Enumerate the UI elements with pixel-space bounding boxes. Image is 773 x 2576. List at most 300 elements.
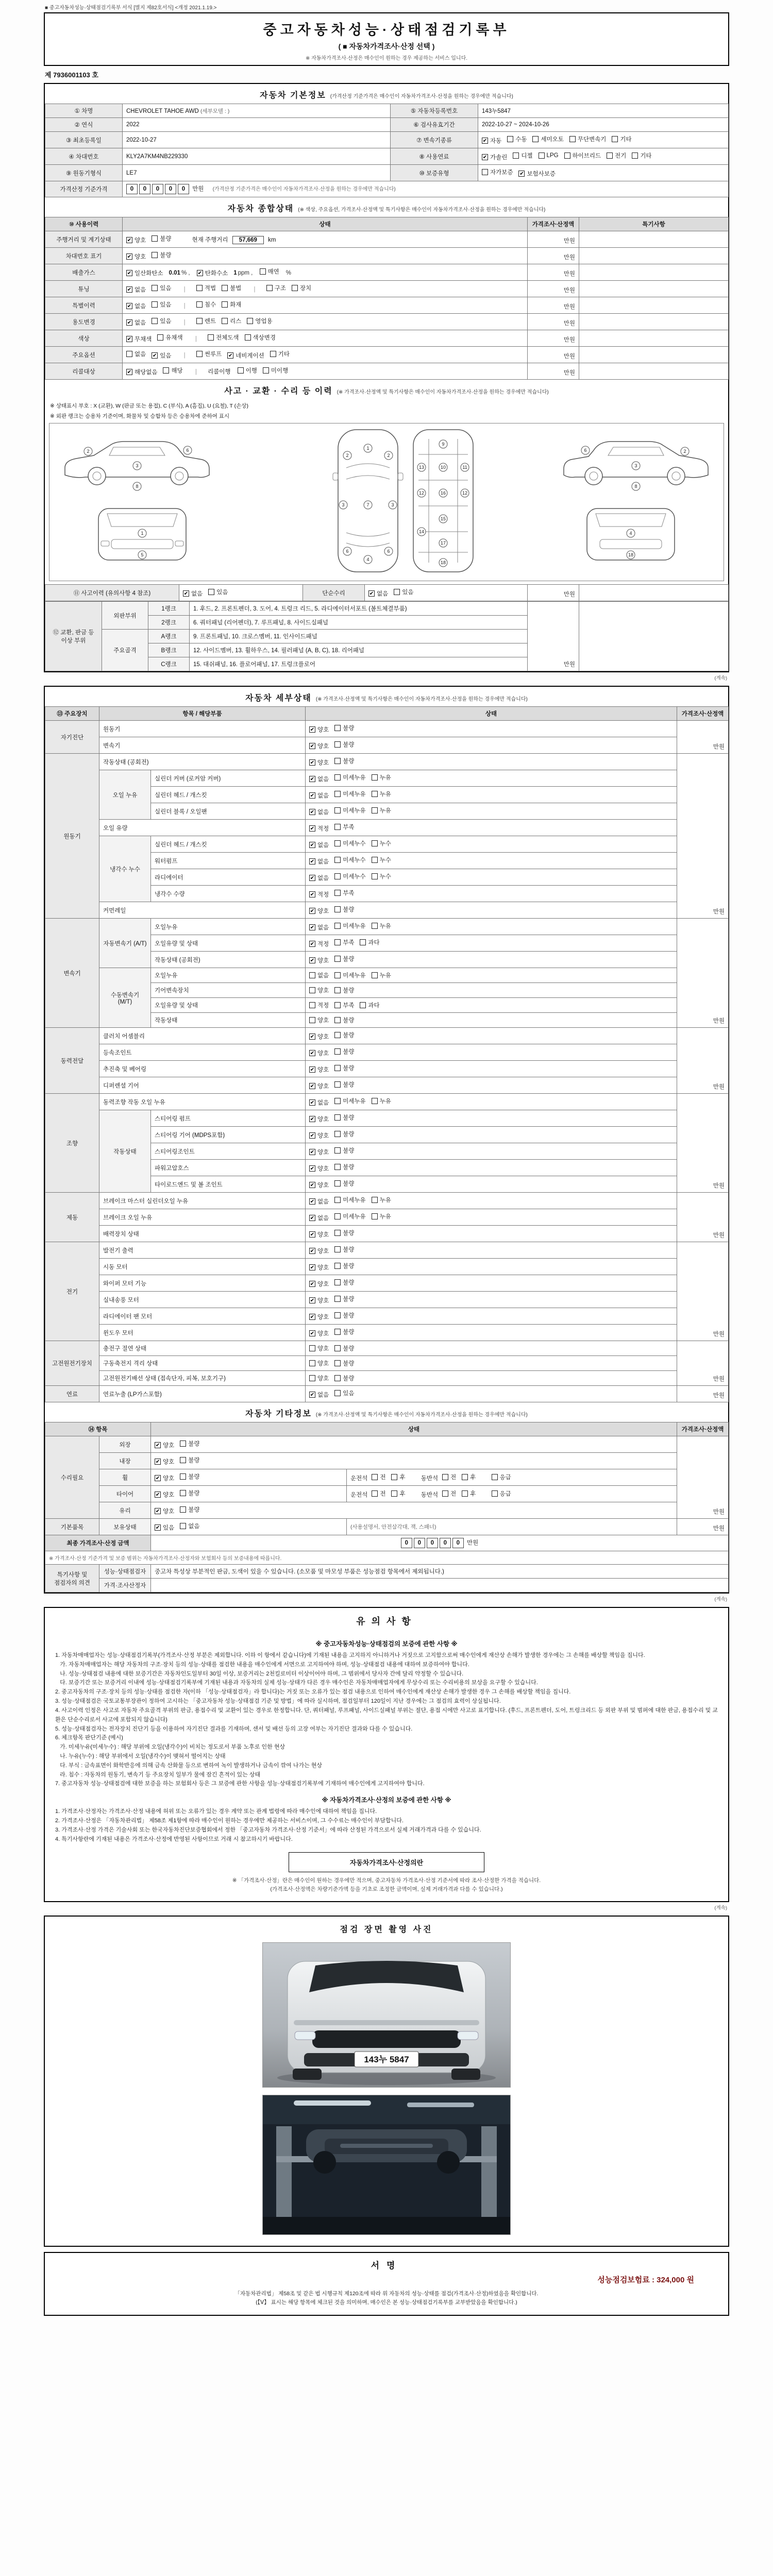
checkbox-option[interactable]: 하이브리드 — [564, 151, 601, 160]
checkbox-option[interactable]: 불량 — [334, 1113, 354, 1122]
row-label: 보유상태 — [99, 1519, 151, 1535]
price-cell: 만원 — [677, 721, 729, 754]
checkbox-option[interactable]: 불량 — [152, 251, 171, 259]
checkbox-option[interactable]: 불량 — [334, 1229, 354, 1237]
checkbox-option[interactable]: 부족 — [334, 823, 354, 831]
checkbox-option[interactable]: 불법 — [222, 284, 241, 292]
checkbox-option[interactable]: 있음 — [152, 284, 171, 292]
notice-line: 다. 부식 : 금속표면이 화학반응에 의해 금속 산화물 등으로 변하여 녹이 발생하거나 금속이 깎여 나가는 현상 — [55, 1762, 323, 1769]
status-cell: ✔ 없음 있음 | 적법 불법 | 구조 장치 — [123, 281, 528, 297]
checkbox-option[interactable]: 전기 — [607, 151, 626, 160]
checkbox-option[interactable]: ✔ 양호 — [310, 1281, 329, 1287]
checkbox-option[interactable]: ✔ 양호 — [310, 1182, 329, 1189]
checkbox-option[interactable]: 없음 — [309, 971, 329, 979]
row-label: 외장 — [99, 1436, 151, 1453]
price-cell: 만원 — [528, 602, 579, 671]
checkbox-option[interactable]: 누유 — [372, 922, 391, 930]
table-row — [45, 281, 729, 297]
checkbox-option[interactable]: ✔ 네비게이션 — [228, 353, 264, 359]
status-cell — [306, 1193, 677, 1209]
checkbox-option[interactable]: 불량 — [334, 1344, 354, 1352]
rank-parts: 12. 사이드멤버, 13. 휠하우스, 14. 필러패널 (A, B, C), 18. 리어패널 — [190, 643, 528, 657]
device-item: 등속조인트 — [99, 1044, 306, 1061]
table-row — [45, 330, 729, 347]
checkbox-option[interactable]: 응급 — [492, 1473, 511, 1481]
checkbox-option[interactable]: ✔ 해당없음 — [127, 369, 158, 376]
checkbox-option[interactable]: 전 — [372, 1489, 385, 1498]
etc-section-title: 자동차 기타정보 — [245, 1410, 312, 1418]
notice-title: 유의사항 — [356, 1616, 417, 1626]
checkbox-option[interactable]: 불량 — [180, 1505, 199, 1514]
checkbox-option[interactable]: 전 — [442, 1489, 456, 1498]
svg-text:15: 15 — [440, 516, 446, 521]
table-row — [45, 118, 729, 132]
checkbox-option[interactable]: ✔ 없음 — [127, 287, 146, 293]
checkbox-option[interactable]: 불량 — [334, 1278, 354, 1286]
price-cell: 만원 — [677, 1242, 729, 1341]
checkbox-option[interactable]: ✔ 양호 — [155, 1492, 175, 1498]
notice-line: 3. 성능·상태점검은 국토교통부장관이 정하여 고시하는 「중고자동차 성능·상태점검 기준 및 방법」에 따라 실시하며, 점검일부터 120일이 지난 경우에는 그 점검의 효력이 상실됩니다. — [55, 1698, 501, 1705]
panel-detail — [44, 686, 729, 1594]
device-item: 추진축 및 베어링 — [99, 1061, 306, 1077]
checkbox-option[interactable]: 부족 — [334, 938, 354, 946]
svg-text:8: 8 — [634, 484, 637, 489]
svg-text:7: 7 — [366, 502, 369, 507]
subgroup-label: 오일 누유 — [99, 770, 151, 820]
device-item: 오일누유 — [151, 919, 306, 935]
checkbox-option[interactable]: 부족 — [334, 889, 354, 897]
checkbox-option[interactable]: ✔ 양호 — [155, 1476, 175, 1482]
checkbox-option[interactable]: 불량 — [334, 1016, 354, 1024]
checkbox-option[interactable]: ✔ 양호 — [310, 908, 329, 914]
svg-text:9: 9 — [442, 442, 445, 447]
checkbox-option[interactable]: ✔ 적정 — [310, 941, 329, 947]
checkbox-option[interactable]: ✔ 양호 — [310, 1050, 329, 1057]
device-item: 작동상태 (공회전) — [151, 952, 306, 968]
inspector-label: 성능·상태점검자 — [99, 1565, 151, 1579]
vin-label: ④ 차대번호 — [45, 148, 123, 165]
device-col-header: ⑬ 주요장치 — [45, 707, 99, 721]
transmission-label: ⑦ 변속기종류 — [391, 132, 478, 148]
checkbox-option[interactable]: ✔ 양호 — [310, 1034, 329, 1040]
svg-text:13: 13 — [418, 465, 425, 470]
car-name-value: CHEVROLET TAHOE AWD (세부모델 : ) — [123, 104, 391, 118]
checkbox-option[interactable]: 양호 — [309, 1359, 329, 1367]
checkbox-option[interactable]: 양호 — [309, 986, 329, 994]
checkbox-option[interactable]: 과다 — [360, 938, 379, 946]
remark-col-header: 특기사항 — [579, 217, 729, 231]
remark-cell — [579, 297, 729, 314]
device-item: 배력장치 상태 — [99, 1226, 306, 1242]
remark-cell — [579, 281, 729, 297]
checkbox-option[interactable]: 없음 — [180, 1522, 199, 1530]
checkbox-option[interactable]: ✔ 양호 — [127, 238, 146, 244]
overall-status-table — [45, 217, 729, 380]
checkbox-option[interactable]: ✔ 자동 — [482, 138, 502, 144]
rank-label: 2랭크 — [148, 616, 190, 630]
engine-value: LE7 — [123, 165, 391, 181]
checkbox-option[interactable]: 기타 — [632, 151, 651, 160]
checkbox-option[interactable]: 불량 — [180, 1456, 199, 1464]
checkbox-option[interactable]: 누유 — [372, 806, 391, 815]
checkbox-option[interactable]: 불량 — [334, 1130, 354, 1138]
rank-label: 1랭크 — [148, 602, 190, 616]
checkbox-option[interactable]: ✔ 양호 — [310, 1166, 329, 1172]
insurance-fee-value: 324,000 원 — [657, 2276, 694, 2285]
checkbox-option[interactable]: 미세누유 — [334, 790, 365, 798]
checkbox-option[interactable]: 불량 — [334, 1179, 354, 1188]
checkbox-option[interactable]: 누유 — [372, 790, 391, 798]
checkbox-option[interactable]: 적정 — [309, 1001, 329, 1009]
checkbox-option[interactable]: ✔ 양호 — [310, 1083, 329, 1090]
checkbox-option[interactable]: ✔ 양호 — [310, 958, 329, 964]
accident-history-label: ⑪ 사고이력 (유의사항 4 참조) — [45, 585, 179, 601]
checkbox-option[interactable]: ✔ 없음 — [310, 1199, 329, 1205]
appraiser-label: 가격·조사산정자 — [99, 1579, 151, 1592]
checkbox-option[interactable]: 매연 — [260, 267, 279, 276]
checkbox-option[interactable]: 미세누유 — [334, 922, 365, 930]
kit-group-label: 기본품목 — [45, 1519, 99, 1535]
checkbox-option[interactable]: 불량 — [334, 724, 354, 732]
checkbox-option[interactable]: 이행 — [238, 366, 257, 375]
checkbox-option[interactable]: 전 — [372, 1473, 385, 1481]
checkbox-option[interactable]: 응급 — [492, 1489, 511, 1498]
checkbox-option[interactable]: ✔ 없음 — [310, 925, 329, 931]
group-label: 동력전달 — [45, 1028, 99, 1094]
price-cell: 만원 — [528, 585, 579, 601]
checkbox-option[interactable]: 기타 — [612, 135, 631, 143]
form-reference: ■ 중고자동차성능·상태점검기록부 서식 [별지 제82호서식] <개정 2021.1.19.> — [45, 5, 217, 11]
notice-line: 2. 가격조사·산정은 「자동차관리법」 제58조 제1항에 따라 매수인이 원하는 경우에만 제공하는 서비스이며, 그 수수료는 매수인이 부담합니다. — [55, 1818, 404, 1824]
checkbox-option[interactable]: ✔ 없음 — [310, 1100, 329, 1106]
checkbox-option[interactable]: 후 — [391, 1473, 405, 1481]
row-label: 배출가스 — [45, 264, 123, 281]
checkbox-option[interactable]: ✔ 있음 — [153, 353, 172, 359]
checkbox-option[interactable]: ✔ 양호 — [310, 760, 329, 766]
status-cell — [306, 820, 677, 836]
checkbox-option[interactable]: 세미오토 — [532, 135, 563, 143]
checkbox-option[interactable]: ✔ 양호 — [310, 1116, 329, 1123]
checkbox-option[interactable]: 리스 — [222, 317, 241, 325]
table-row — [45, 585, 729, 601]
svg-text:4: 4 — [629, 531, 632, 536]
checkbox-option[interactable]: ✔ 양호 — [310, 1298, 329, 1304]
checkbox-option[interactable]: ✔ 일산화탄소 — [127, 270, 163, 277]
checkbox-option[interactable]: ✔ 없음 — [310, 1215, 329, 1222]
notice-body — [45, 1629, 728, 1901]
rank-parts: 9. 프론트패널, 10. 크로스멤버, 11. 인사이드패널 — [190, 630, 528, 643]
main-frame-label: 주요골격 — [102, 630, 148, 671]
price-cell: 만원 — [677, 1028, 729, 1094]
price-cell: 만원 — [677, 1436, 729, 1519]
checkbox-option[interactable]: ✔ 없음 — [310, 776, 329, 783]
checkbox-option[interactable]: 미세누유 — [334, 806, 365, 815]
checkbox-option[interactable]: 장치 — [292, 284, 311, 292]
checkbox-option[interactable]: 미세누수 — [334, 856, 365, 864]
checkbox-option[interactable]: ✔ 탄화수소 — [197, 270, 228, 277]
checkbox-option[interactable]: ✔ 양호 — [155, 1509, 175, 1515]
status-cell — [306, 721, 677, 737]
checkbox-option[interactable]: 부족 — [334, 1001, 354, 1009]
checkbox-option[interactable]: 후 — [462, 1473, 476, 1481]
panel-basic — [44, 83, 729, 672]
checkbox-option[interactable]: 수동 — [507, 135, 527, 143]
checkbox-option[interactable]: 미세누유 — [334, 971, 365, 979]
checkbox-option[interactable]: 불량 — [334, 905, 354, 913]
checkbox-option[interactable]: 있음 — [152, 317, 171, 325]
checkbox-option[interactable]: 있음 — [208, 588, 228, 596]
inspection-value: 2022-10-27 ~ 2024-10-26 — [478, 118, 729, 132]
car-undercarriage-photo — [263, 2095, 510, 2234]
table-row — [45, 1292, 729, 1308]
row-label: 주요옵션 — [45, 347, 123, 363]
table-row — [45, 1356, 729, 1371]
checkbox-option[interactable]: 누유 — [372, 773, 391, 782]
checkbox-option[interactable]: ✔ 양호 — [155, 1443, 175, 1449]
group-label: 변속기 — [45, 919, 99, 1028]
svg-text:4: 4 — [366, 557, 369, 562]
checkbox-option[interactable]: 불량 — [334, 1311, 354, 1319]
checkbox-option[interactable]: ✔ 가솔린 — [482, 155, 508, 161]
checkbox-option[interactable]: ✔ 없음 — [369, 591, 389, 597]
notice-line: 1. 자동차매매업자는 성능·상태점검기록부(가격조사·산정 부분은 제외합니다. 이하 이 항에서 같습니다)에 기재된 내용을 고지하지 아니하거나 거짓으로 고지함으로써 매수인에게 재산상 손해가 발생한 경우에는 그 손해를 배상할 책임을 집니다. — [55, 1652, 645, 1658]
checkbox-option[interactable]: 누수 — [372, 872, 391, 880]
table-row — [45, 968, 729, 983]
checkbox-option[interactable]: 전체도색 — [208, 333, 239, 342]
tire-position-cell: 운전석 전 후 동반석 전 후 응급 — [347, 1486, 677, 1502]
checkbox-option[interactable]: 불량 — [334, 740, 354, 749]
checkbox-option[interactable]: 불량 — [334, 1295, 354, 1303]
checkbox-option[interactable]: 불량 — [334, 1262, 354, 1270]
remark-cell — [579, 264, 729, 281]
device-item: 오일유량 및 상태 — [151, 998, 306, 1013]
device-item: 브레이크 마스터 실린더오일 누유 — [99, 1193, 306, 1209]
checkbox-option[interactable]: 불량 — [334, 1031, 354, 1039]
checkbox-option[interactable]: ✔ 없음 — [127, 303, 146, 310]
price-cell: 만원 — [528, 330, 579, 347]
table-row — [45, 231, 729, 248]
checkbox-option[interactable]: ✔ 양호 — [310, 1314, 329, 1320]
checkbox-option[interactable]: ✔ 양호 — [310, 1067, 329, 1073]
checkbox-option[interactable]: 불량 — [334, 1064, 354, 1072]
etc-price-header: 가격조사·산정액 — [677, 1422, 729, 1436]
price-cell: 만원 — [677, 1519, 729, 1535]
checkbox-option[interactable]: 불량 — [334, 1047, 354, 1056]
checkbox-option[interactable]: 있음 — [334, 1389, 354, 1397]
checkbox-option[interactable]: ✔ 양호 — [310, 727, 329, 733]
checkbox-option[interactable]: 불량 — [180, 1439, 199, 1448]
checkbox-option[interactable]: 유채색 — [157, 333, 182, 342]
device-item: 시동 모터 — [99, 1259, 306, 1275]
checkbox-option[interactable]: ✔ 양호 — [127, 254, 146, 260]
svg-text:5: 5 — [141, 552, 144, 557]
checkbox-option[interactable]: 과다 — [360, 1001, 379, 1009]
remark-cell — [579, 585, 729, 601]
device-item: 연료누출 (LP가스포함) — [99, 1386, 306, 1402]
checkbox-option[interactable]: 후 — [391, 1489, 405, 1498]
device-item: 발전기 출력 — [99, 1242, 306, 1259]
checkbox-option[interactable]: 불량 — [334, 1080, 354, 1089]
checkbox-option[interactable]: 전 — [442, 1473, 456, 1481]
checkbox-option[interactable]: 미세누수 — [334, 839, 365, 848]
notice-section2-title: ※ 자동차가격조사·산정의 보증에 관한 사항 ※ — [322, 1797, 451, 1804]
checkbox-option[interactable]: 불량 — [334, 1374, 354, 1382]
checkbox-option[interactable]: ✔ 적정 — [310, 892, 329, 898]
table-row — [45, 264, 729, 281]
checkbox-option[interactable]: 양호 — [309, 1374, 329, 1382]
checkbox-option[interactable]: 미이행 — [263, 366, 288, 375]
checkbox-option[interactable]: 불량 — [180, 1489, 199, 1497]
checkbox-option[interactable]: 불량 — [334, 986, 354, 994]
checkbox-option[interactable]: 불량 — [334, 1245, 354, 1253]
subgroup-label: 수동변속기 (M/T) — [99, 968, 151, 1028]
price-col-header: 가격조사·산정액 — [677, 707, 729, 721]
checkbox-option[interactable]: ✔ 양호 — [155, 1459, 175, 1465]
checkbox-option[interactable]: ✔ 없음 — [310, 842, 329, 849]
checkbox-option[interactable]: ✔ 양호 — [310, 1232, 329, 1238]
checkbox-option[interactable]: 불량 — [334, 1163, 354, 1171]
checkbox-option[interactable]: ✔ 양호 — [310, 1265, 329, 1271]
remark-cell — [579, 231, 729, 248]
notice-footer-2: (가격조사·산정액은 차량기준가액 등을 기초로 조정한 금액이며, 실제 거래가격과 다를 수 있습니다.) — [270, 1886, 503, 1893]
table-row — [45, 1325, 729, 1341]
price-cell: 만원 — [677, 1094, 729, 1193]
checkbox-option[interactable]: 없음 — [126, 350, 146, 358]
notice-line: 가. 미세누유(미세누수) : 해당 부위에 오일(냉각수)이 비치는 정도로서 부품 노후로 인한 현상 — [55, 1744, 285, 1751]
subgroup-label: 자동변속기 (A/T) — [99, 919, 151, 968]
checkbox-option[interactable]: 미세누유 — [334, 773, 365, 782]
checkbox-option[interactable]: 구조 — [266, 284, 286, 292]
checkbox-option[interactable]: 누유 — [372, 1097, 391, 1105]
base-price-label: 가격산정 기준가격 — [45, 181, 123, 197]
checkbox-option[interactable]: 있음 — [152, 300, 171, 309]
checkbox-option[interactable]: 불량 — [334, 1359, 354, 1367]
checkbox-option[interactable]: ✔ 없음 — [310, 859, 329, 865]
checkbox-option[interactable]: 적법 — [196, 284, 216, 292]
checkbox-option[interactable]: 미세누유 — [334, 1097, 365, 1105]
device-item: 고전원전기배선 상태 (접속단자, 피복, 보호기구) — [99, 1371, 306, 1386]
remark-cell — [579, 363, 729, 380]
checkbox-option[interactable]: 무단변속기 — [569, 135, 607, 143]
checkbox-option[interactable]: ✔ 보험사보증 — [519, 171, 556, 177]
price-cell: 만원 — [677, 919, 729, 1028]
checkbox-option[interactable]: 양호 — [309, 1344, 329, 1352]
row-label: 용도변경 — [45, 314, 123, 330]
checkbox-option[interactable]: ✔ 양호 — [310, 1133, 329, 1139]
checkbox-option[interactable]: ✔ 없음 — [127, 320, 146, 326]
price-cell: 만원 — [528, 297, 579, 314]
base-price-value: 0 0 0 0 0 만원 (가격산정 기준가격은 매수인이 자동차가격조사·산정을 원하는 경우에만 적습니다) — [123, 181, 729, 197]
checkbox-option[interactable]: ✔ 없음 — [310, 809, 329, 816]
etc-info-table — [45, 1422, 729, 1592]
checkbox-option[interactable]: 불량 — [334, 1328, 354, 1336]
table-row — [45, 1551, 729, 1565]
year-label: ② 연식 — [45, 118, 123, 132]
checkbox-option[interactable]: 후 — [462, 1489, 476, 1498]
subgroup-label: 작동상태 — [99, 1110, 151, 1193]
notice-section2-list — [55, 1807, 718, 1844]
subgroup-label: 냉각수 누수 — [99, 836, 151, 902]
price-cell: 만원 — [677, 754, 729, 919]
device-item: 원동기 — [99, 721, 306, 737]
checkbox-option[interactable]: 양호 — [309, 1016, 329, 1024]
checkbox-option[interactable]: 해당 — [163, 366, 182, 375]
checkbox-option[interactable]: 렌트 — [196, 317, 216, 325]
checkbox-option[interactable]: ✔ 무채색 — [127, 336, 152, 343]
status-cell: ✔ 없음 있음 | 침수 화재 — [123, 297, 528, 314]
checkbox-option[interactable]: 누유 — [372, 1212, 391, 1221]
price-cell: 만원 — [528, 248, 579, 264]
checkbox-option[interactable]: 썬루프 — [196, 350, 222, 358]
checkbox-option[interactable]: ✔ 양호 — [310, 743, 329, 750]
checkbox-option[interactable]: 있음 — [394, 588, 413, 596]
detail-section-title: 자동차 세부상태 — [245, 694, 312, 703]
checkbox-option[interactable]: ✔ 양호 — [310, 1331, 329, 1337]
device-item: 실린더 헤드 / 개스킷 — [151, 836, 306, 853]
checkbox-option[interactable]: 미세누수 — [334, 872, 365, 880]
row-label: 타이어 — [99, 1486, 151, 1502]
row-label: 튜닝 — [45, 281, 123, 297]
checkbox-option[interactable]: 자가보증 — [482, 168, 513, 176]
checkbox-option[interactable]: 누유 — [372, 1196, 391, 1204]
repair-group-label: 수리필요 — [45, 1436, 99, 1519]
checkbox-option[interactable]: ✔ 없음 — [310, 1392, 329, 1398]
checkbox-option[interactable]: 기타 — [270, 350, 290, 358]
checkbox-option[interactable]: 불량 — [334, 1146, 354, 1155]
checkbox-option[interactable]: 미세누유 — [334, 1196, 365, 1204]
checkbox-option[interactable]: 누유 — [372, 971, 391, 979]
checkbox-option[interactable]: ✔ 양호 — [310, 1248, 329, 1255]
transmission-checks — [478, 132, 729, 148]
signature-note-1: 「자동차관리법」 제58조 및 같은 법 시행규칙 제120조에 따라 위 자동차의 성능·상태를 점검(가격조사·산정)하였음을 확인합니다. — [234, 2291, 539, 2297]
svg-text:6: 6 — [584, 448, 587, 453]
svg-text:2: 2 — [87, 449, 90, 454]
checkbox-option[interactable]: ✔ 있음 — [155, 1525, 175, 1531]
checkbox-option[interactable]: 화재 — [222, 300, 241, 309]
device-item: 스티어링 펌프 — [151, 1110, 306, 1127]
status-cell — [306, 952, 677, 968]
checkbox-option[interactable]: LPG — [539, 152, 559, 159]
checkbox-option[interactable]: ✔ 없음 — [183, 591, 203, 597]
checkbox-option[interactable]: 색상변경 — [245, 333, 276, 342]
rank-label: B랭크 — [148, 643, 190, 657]
checkbox-option[interactable]: 누수 — [372, 856, 391, 864]
checkbox-option[interactable]: 누수 — [372, 839, 391, 848]
status-cell — [306, 1356, 677, 1371]
overall-section-title: 자동차 종합상태 — [227, 205, 294, 213]
checkbox-option[interactable]: 불량 — [334, 955, 354, 963]
checkbox-option[interactable]: ✔ 없음 — [310, 875, 329, 882]
vin-value: KLY2A7KM4NB229330 — [123, 148, 391, 165]
checkbox-option[interactable]: 불량 — [152, 234, 171, 243]
checkbox-option[interactable]: 미세누유 — [334, 1212, 365, 1221]
checkbox-option[interactable]: ✔ 양호 — [310, 1149, 329, 1156]
svg-text:6: 6 — [186, 448, 189, 453]
checkbox-option[interactable]: 디젤 — [513, 151, 532, 160]
checkbox-option[interactable]: ✔ 없음 — [310, 793, 329, 799]
checkbox-option[interactable]: 침수 — [196, 300, 216, 309]
checkbox-option[interactable]: ✔ 적정 — [310, 826, 329, 832]
table-row — [45, 1371, 729, 1386]
checkbox-option[interactable]: 불량 — [180, 1472, 199, 1481]
checkbox-option[interactable]: 불량 — [334, 757, 354, 765]
signature-note-2: (【Ⅴ】 표시는 해당 항목에 체크된 것을 의미하며, 매수인은 본 성능·상태점검기록부를 교부받았음을 확인합니다.) — [256, 2299, 517, 2306]
table-row — [45, 1044, 729, 1061]
price-cell: 만원 — [528, 264, 579, 281]
status-cell — [306, 935, 677, 952]
group-label: 제동 — [45, 1193, 99, 1242]
checkbox-option[interactable]: 영업용 — [247, 317, 272, 325]
